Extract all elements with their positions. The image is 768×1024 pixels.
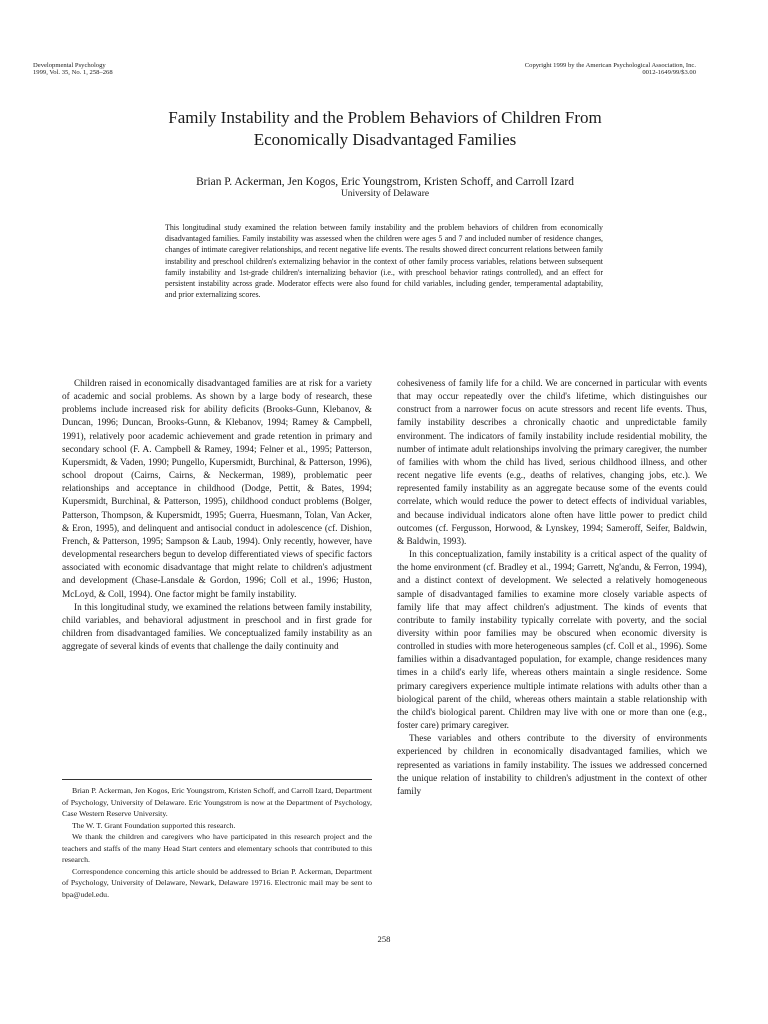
article-title: [60, 107, 710, 151]
journal-citation: 1999, Vol. 35, No. 1, 258–268: [33, 69, 113, 77]
author-list: Brian P. Ackerman, Jen Kogos, Eric Youngstrom, Kristen Schoff, and Carroll Izard: [196, 176, 574, 188]
body-column-right: [397, 378, 707, 799]
body-paragraph: These variables and others contribute to the diversity of environments experienced by children in economically disadvantaged families, which we represented as variations in family instability. The issues we addressed concerned the unique relation of instability to children's adjustment in the context of other family: [397, 734, 707, 797]
article-code: 0012-1649/99/$3.00: [642, 69, 696, 77]
body-paragraph: In this conceptualization, family instability is a critical aspect of the quality of the home environment (cf. Bradley et al., 1994; Garrett, Ng'andu, & Ferron, 1994), and a distinct context of development. We selected a relatively homogeneous sample of disadvantaged families to examine more closely variable aspects of family life that may affect children's adjustment. The kinds of events that contribute to family instability typically correlate with poverty, and the social diversity within poor families may be obscured when economic diversity is controlled in studies with more heterogeneous samples (cf. Coll et al., 1996). Some families within a disadvantaged population, for example, change residences many times in a child's early life, whereas others maintain a single residence. Some primary caregivers experience multiple intimate relations with adults other than a biological parent of the child, whereas others maintain a stable relationship with the child's biological parent. Children may live with one or more than one (e.g., foster care) primary caregiver.: [397, 550, 707, 732]
body-paragraph: cohesiveness of family life for a child. We are concerned in particular with events that may occur repeatedly over the child's lifetime, which distinguishes our construct from a narrower focus on acute stressors and recent life events. Thus, family instability describes a chronically chaotic and unpredictable family environment. The indicators of family instability include residential mobility, the number of intimate adult relationships involving the primary caregiver, the number of families with whom the child has lived, serious childhood illness, and other recent negative life events (e.g., deaths of relatives, changing jobs, etc.). We represented family instability as an aggregate because some of the events could correlate, which would reduce the power to detect effects of individual variables, and because individual indicators alone often have little power to predict child outcomes (cf. Fergusson, Horwood, & Lynskey, 1994; Sameroff, Seifer, Baldwin, & Baldwin, 1993).: [397, 379, 707, 547]
journal-name: Developmental Psychology: [33, 62, 106, 69]
author-affiliation: University of Delaware: [341, 189, 429, 199]
author-notes: [62, 785, 372, 900]
footnote: We thank the children and caregivers who have participated in this research project and the teachers and staffs of the many Head Start centers and elementary schools that contributed to this research.: [62, 832, 372, 864]
running-header-left: [33, 62, 113, 77]
body-column-left: [62, 378, 372, 654]
copyright-line: Copyright 1999 by the American Psychological Association, Inc.: [524, 62, 696, 69]
page-number: 258: [377, 934, 391, 944]
body-paragraph: In this longitudinal study, we examined the relations between family instability, child variables, and behavioral adjustment in preschool and in first grade for children from disadvantaged families. We conceptualized family instability as an aggregate of several kinds of events that challenge the daily continuity and: [62, 602, 372, 653]
running-header-right: [525, 62, 696, 77]
footnote: Correspondence concerning this article should be addressed to Brian P. Ackerman, Department of Psychology, University of Delaware, Newark, Delaware 19716. Electronic mail may be sent to bpa@udel.edu.: [62, 866, 372, 899]
body-paragraph: Children raised in economically disadvantaged families are at risk for a variety of academic and social problems. As shown by a large body of research, these problems include increased risk for ability deficits (Brooks-Gunn, Klebanov, & Duncan, 1996; Duncan, Brooks-Gunn, & Klebanov, 1994; Ramey & Campbell, 1991), relatively poor academic achievement and grade retention in primary and secondary school (F. A. Campbell & Ramey, 1994; Felner et al., 1995; Patterson, Kupersmidt, & Vaden, 1990; Pungello, Kupersmidt, Burchinal, & Patterson, 1996), school dropout (Cairns, Cairns, & Neckerman, 1989), problematic peer relationships and acceptance in childhood (Dodge, Pettit, & Bates, 1994; Kupersmidt, Burchinal, & Patterson, 1995), childhood conduct problems (Bolger, Patterson, Thompson, & Kupersmidt, 1995; Guerra, Huesmann, Tolan, Van Acker, & Eron, 1995), and delinquent and antisocial conduct in adolescence (cf. Dishion, French, & Patterson, 1995; Sampson & Laub, 1994). Only recently, however, have developmental researchers begun to develop differentiated views of specific factors associated with economic disadvantage that might relate to children's adjustment and development (Chase-Lansdale & Gordon, 1996; Coll et al., 1996; Huston, McLoyd, & Coll, 1994). One factor might be family instability.: [62, 379, 372, 600]
footnote: The W. T. Grant Foundation supported this research.: [72, 820, 236, 830]
footnote-divider: [62, 779, 372, 780]
footnote: Brian P. Ackerman, Jen Kogos, Eric Youngstrom, Kristen Schoff, and Carroll Izard, Department of Psychology, University of Delaware. Eric Youngstrom is now at the Department of Psychology, Case Western Reserve University.: [62, 786, 372, 818]
title-line-2: Economically Disadvantaged Families: [253, 130, 517, 149]
abstract: This longitudinal study examined the relation between family instability and the problem behaviors of children from economically disadvantaged families. Family instability was assessed when the children were ages 5 and 7 and included number of residence changes, changes of intimate caregiver relationships, and recent negative life events. The results showed direct concurrent relations between family instability and preschool children's externalizing behavior in the context of other family process variables, relations between subsequent family instability and 1st-grade children's internalizing behavior (i.e., with preschool behavior ratings controlled), and an effect for persistent instability across grade. Moderator effects were also found for child variables, including gender, temperamental adaptability, and prior externalizing scores.: [165, 223, 603, 300]
title-line-1: Family Instability and the Problem Behaviors of Children From: [168, 108, 602, 127]
